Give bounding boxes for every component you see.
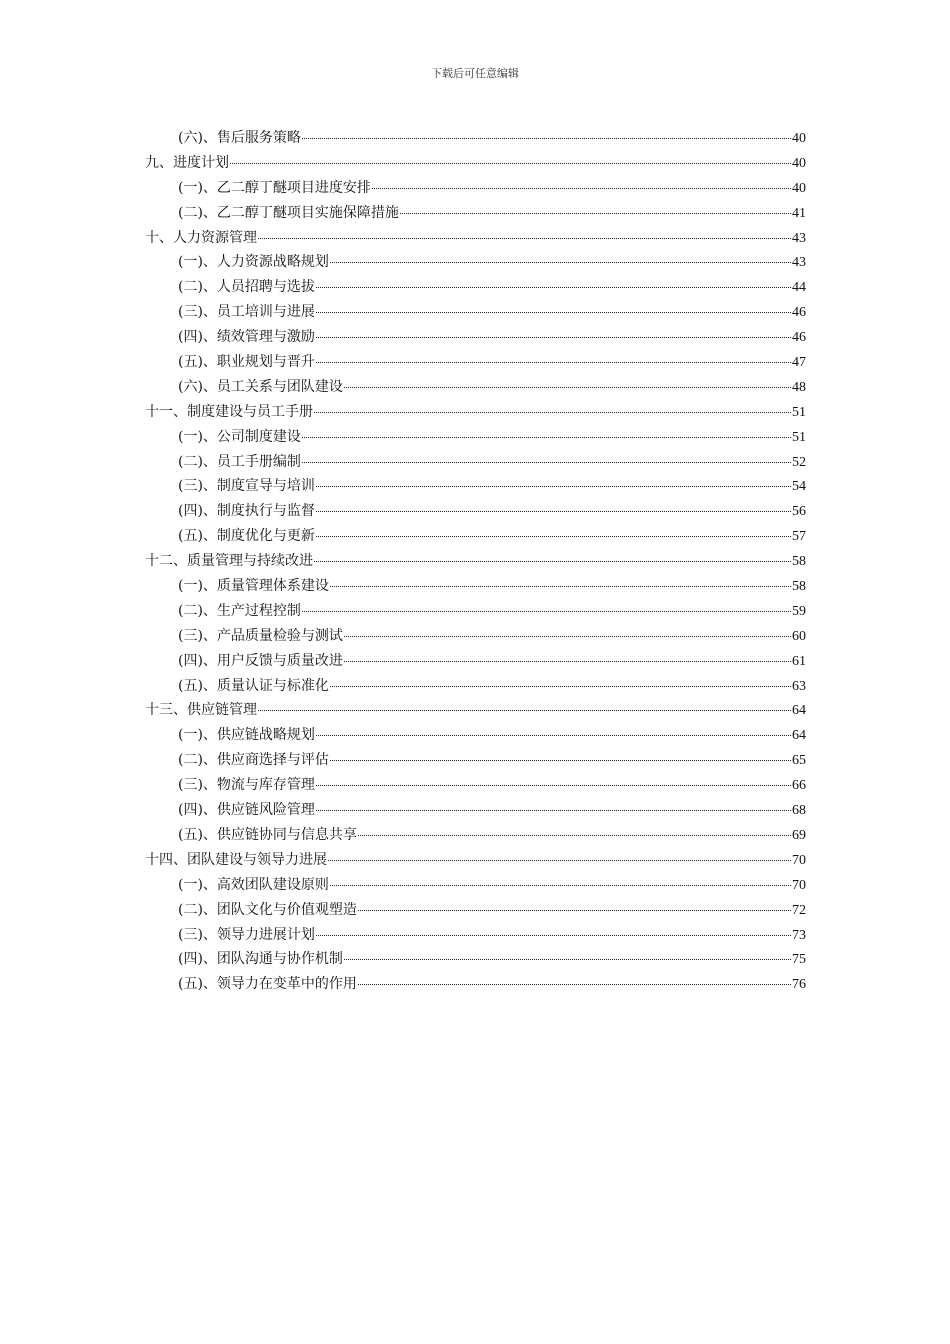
toc-entry-page-number: 41 [792, 205, 806, 221]
toc-entry-page-number: 52 [792, 454, 806, 470]
toc-entry[interactable] [145, 524, 806, 549]
toc-entry-page-number: 44 [792, 280, 806, 296]
toc-entry[interactable] [145, 823, 806, 848]
toc-dot-leader [358, 983, 791, 985]
toc-entry-title: (一)、质量管理体系建设 [178, 578, 329, 595]
toc-dot-leader [316, 286, 791, 288]
toc-entry-page-number: 64 [792, 728, 806, 744]
toc-entry-title: (一)、人力资源战略规划 [178, 254, 329, 271]
toc-entry[interactable] [145, 698, 806, 723]
toc-entry[interactable] [145, 674, 806, 699]
toc-entry-page-number: 56 [792, 504, 806, 520]
toc-dot-leader [316, 336, 791, 338]
toc-entry-title: 九、进度计划 [145, 154, 229, 171]
toc-entry-title: 十、人力资源管理 [145, 229, 257, 246]
toc-entry[interactable] [145, 549, 806, 574]
toc-entry[interactable] [145, 947, 806, 972]
toc-entry-page-number: 61 [792, 653, 806, 669]
toc-entry-page-number: 70 [792, 852, 806, 868]
toc-entry-title: (一)、乙二醇丁醚项目进度安排 [178, 179, 371, 196]
toc-entry[interactable] [145, 723, 806, 748]
toc-entry-page-number: 73 [792, 927, 806, 943]
toc-entry[interactable] [145, 798, 806, 823]
toc-entry-title: (一)、高效团队建设原则 [178, 876, 329, 893]
toc-entry[interactable] [145, 151, 806, 176]
page-header-note: 下载后可任意编辑 [431, 67, 519, 80]
toc-entry-page-number: 64 [792, 703, 806, 719]
toc-dot-leader [330, 585, 791, 587]
toc-dot-leader [316, 934, 791, 936]
toc-dot-leader [372, 187, 791, 189]
toc-entry-page-number: 70 [792, 877, 806, 893]
toc-entry-page-number: 43 [792, 230, 806, 246]
toc-entry[interactable] [145, 375, 806, 400]
toc-entry-title: (二)、生产过程控制 [178, 602, 301, 619]
toc-dot-leader [316, 784, 791, 786]
toc-entry-title: (五)、职业规划与晋升 [178, 354, 315, 371]
toc-entry[interactable] [145, 350, 806, 375]
toc-entry-title: (四)、供应链风险管理 [178, 802, 315, 819]
toc-dot-leader [344, 386, 791, 388]
toc-entry-page-number: 46 [792, 305, 806, 321]
toc-dot-leader [330, 884, 791, 886]
toc-dot-leader [316, 809, 791, 811]
toc-dot-leader [316, 311, 791, 313]
toc-entry[interactable] [145, 748, 806, 773]
toc-entry-page-number: 47 [792, 355, 806, 371]
toc-entry-page-number: 57 [792, 529, 806, 545]
toc-entry[interactable] [145, 400, 806, 425]
toc-entry[interactable] [145, 972, 806, 997]
toc-entry-page-number: 75 [792, 952, 806, 968]
toc-entry[interactable] [145, 599, 806, 624]
toc-entry-title: 十四、团队建设与领导力进展 [145, 851, 327, 868]
toc-entry-page-number: 51 [792, 404, 806, 420]
toc-entry[interactable] [145, 275, 806, 300]
toc-dot-leader [358, 909, 791, 911]
toc-dot-leader [230, 162, 791, 164]
toc-entry-page-number: 76 [792, 977, 806, 993]
toc-entry-title: (二)、员工手册编制 [178, 453, 301, 470]
toc-entry[interactable] [145, 425, 806, 450]
toc-entry-title: (六)、售后服务策略 [178, 130, 301, 146]
toc-dot-leader [400, 212, 791, 214]
toc-entry[interactable] [145, 474, 806, 499]
toc-dot-leader [330, 685, 791, 687]
toc-dot-leader [314, 411, 791, 413]
toc-dot-leader [302, 461, 791, 463]
toc-entry[interactable] [145, 325, 806, 350]
toc-entry-page-number: 69 [792, 827, 806, 843]
toc-dot-leader [344, 635, 791, 637]
toc-entry-title: (四)、绩效管理与激励 [178, 329, 315, 346]
toc-entry-title: (二)、团队文化与价值观塑造 [178, 901, 357, 918]
toc-entry-page-number: 40 [792, 180, 806, 196]
toc-entry-title: (五)、制度优化与更新 [178, 528, 315, 545]
toc-dot-leader [316, 361, 791, 363]
toc-entry-title: (四)、用户反馈与质量改进 [178, 652, 343, 669]
toc-entry-page-number: 48 [792, 379, 806, 395]
toc-entry-page-number: 58 [792, 579, 806, 595]
toc-entry[interactable] [145, 773, 806, 798]
toc-entry-title: (一)、供应链战略规划 [178, 727, 315, 744]
toc-entry-title: (二)、人员招聘与选拔 [178, 279, 315, 296]
toc-dot-leader [316, 734, 791, 736]
toc-entry[interactable] [145, 201, 806, 226]
toc-entry-page-number: 66 [792, 778, 806, 794]
toc-entry-title: (六)、员工关系与团队建设 [178, 378, 343, 395]
toc-entry[interactable] [145, 923, 806, 948]
toc-dot-leader [344, 660, 791, 662]
toc-entry-page-number: 63 [792, 678, 806, 694]
toc-entry[interactable] [145, 126, 806, 151]
toc-entry[interactable] [145, 499, 806, 524]
toc-entry-page-number: 54 [792, 479, 806, 495]
toc-entry-page-number: 59 [792, 603, 806, 619]
toc-entry-title: (三)、物流与库存管理 [178, 777, 315, 794]
toc-entry-title: (五)、领导力在变革中的作用 [178, 976, 357, 993]
toc-entry-title: (三)、领导力进展计划 [178, 926, 315, 943]
toc-dot-leader [316, 510, 791, 512]
toc-entry[interactable] [145, 300, 806, 325]
toc-entry-title: (二)、乙二醇丁醚项目实施保障措施 [178, 204, 399, 221]
toc-entry-title: (四)、团队沟通与协作机制 [178, 951, 343, 968]
toc-entry-title: (一)、公司制度建设 [178, 428, 301, 445]
toc-entry-title: (五)、质量认证与标准化 [178, 677, 329, 694]
toc-dot-leader [316, 485, 791, 487]
toc-entry[interactable] [145, 848, 806, 873]
toc-entry[interactable] [145, 250, 806, 275]
toc-dot-leader [258, 237, 791, 239]
toc-entry-title: 十一、制度建设与员工手册 [145, 403, 313, 420]
toc-dot-leader [330, 759, 791, 761]
toc-dot-leader [358, 834, 791, 836]
toc-entry-page-number: 60 [792, 628, 806, 644]
toc-entry[interactable] [145, 624, 806, 649]
toc-entry[interactable] [145, 574, 806, 599]
toc-entry-page-number: 40 [792, 155, 806, 171]
toc-dot-leader [328, 859, 791, 861]
toc-entry-title: (三)、员工培训与进展 [178, 304, 315, 321]
toc-entry-page-number: 68 [792, 803, 806, 819]
toc-dot-leader [316, 535, 791, 537]
toc-entry[interactable] [145, 450, 806, 475]
toc-entry-title: (五)、供应链协同与信息共享 [178, 826, 357, 843]
toc-entry-page-number: 51 [792, 429, 806, 445]
toc-entry[interactable] [145, 898, 806, 923]
toc-entry-page-number: 65 [792, 753, 806, 769]
toc-entry[interactable] [145, 873, 806, 898]
toc-dot-leader [302, 436, 791, 438]
toc-entry-title: 十三、供应链管理 [145, 702, 257, 719]
toc-entry[interactable] [145, 226, 806, 251]
toc-entry[interactable] [145, 176, 806, 201]
toc-entry-page-number: 43 [792, 255, 806, 271]
toc-entry[interactable] [145, 649, 806, 674]
toc-entry-page-number: 58 [792, 554, 806, 570]
toc-dot-leader [330, 261, 791, 263]
toc-entry-page-number: 46 [792, 330, 806, 346]
toc-entry-title: 十二、质量管理与持续改进 [145, 553, 313, 570]
toc-dot-leader [258, 709, 791, 711]
toc-dot-leader [344, 958, 791, 960]
toc-entry-title: (二)、供应商选择与评估 [178, 752, 329, 769]
toc-entry-title: (三)、产品质量检验与测试 [178, 627, 343, 644]
toc-entry-title: (三)、制度宣导与培训 [178, 478, 315, 495]
toc-dot-leader [302, 610, 791, 612]
toc-entry-title: (四)、制度执行与监督 [178, 503, 315, 520]
toc-entry-page-number: 72 [792, 902, 806, 918]
toc-dot-leader [302, 137, 791, 139]
toc-dot-leader [314, 560, 791, 562]
toc-entry-page-number: 40 [792, 131, 806, 146]
table-of-contents [145, 126, 806, 997]
